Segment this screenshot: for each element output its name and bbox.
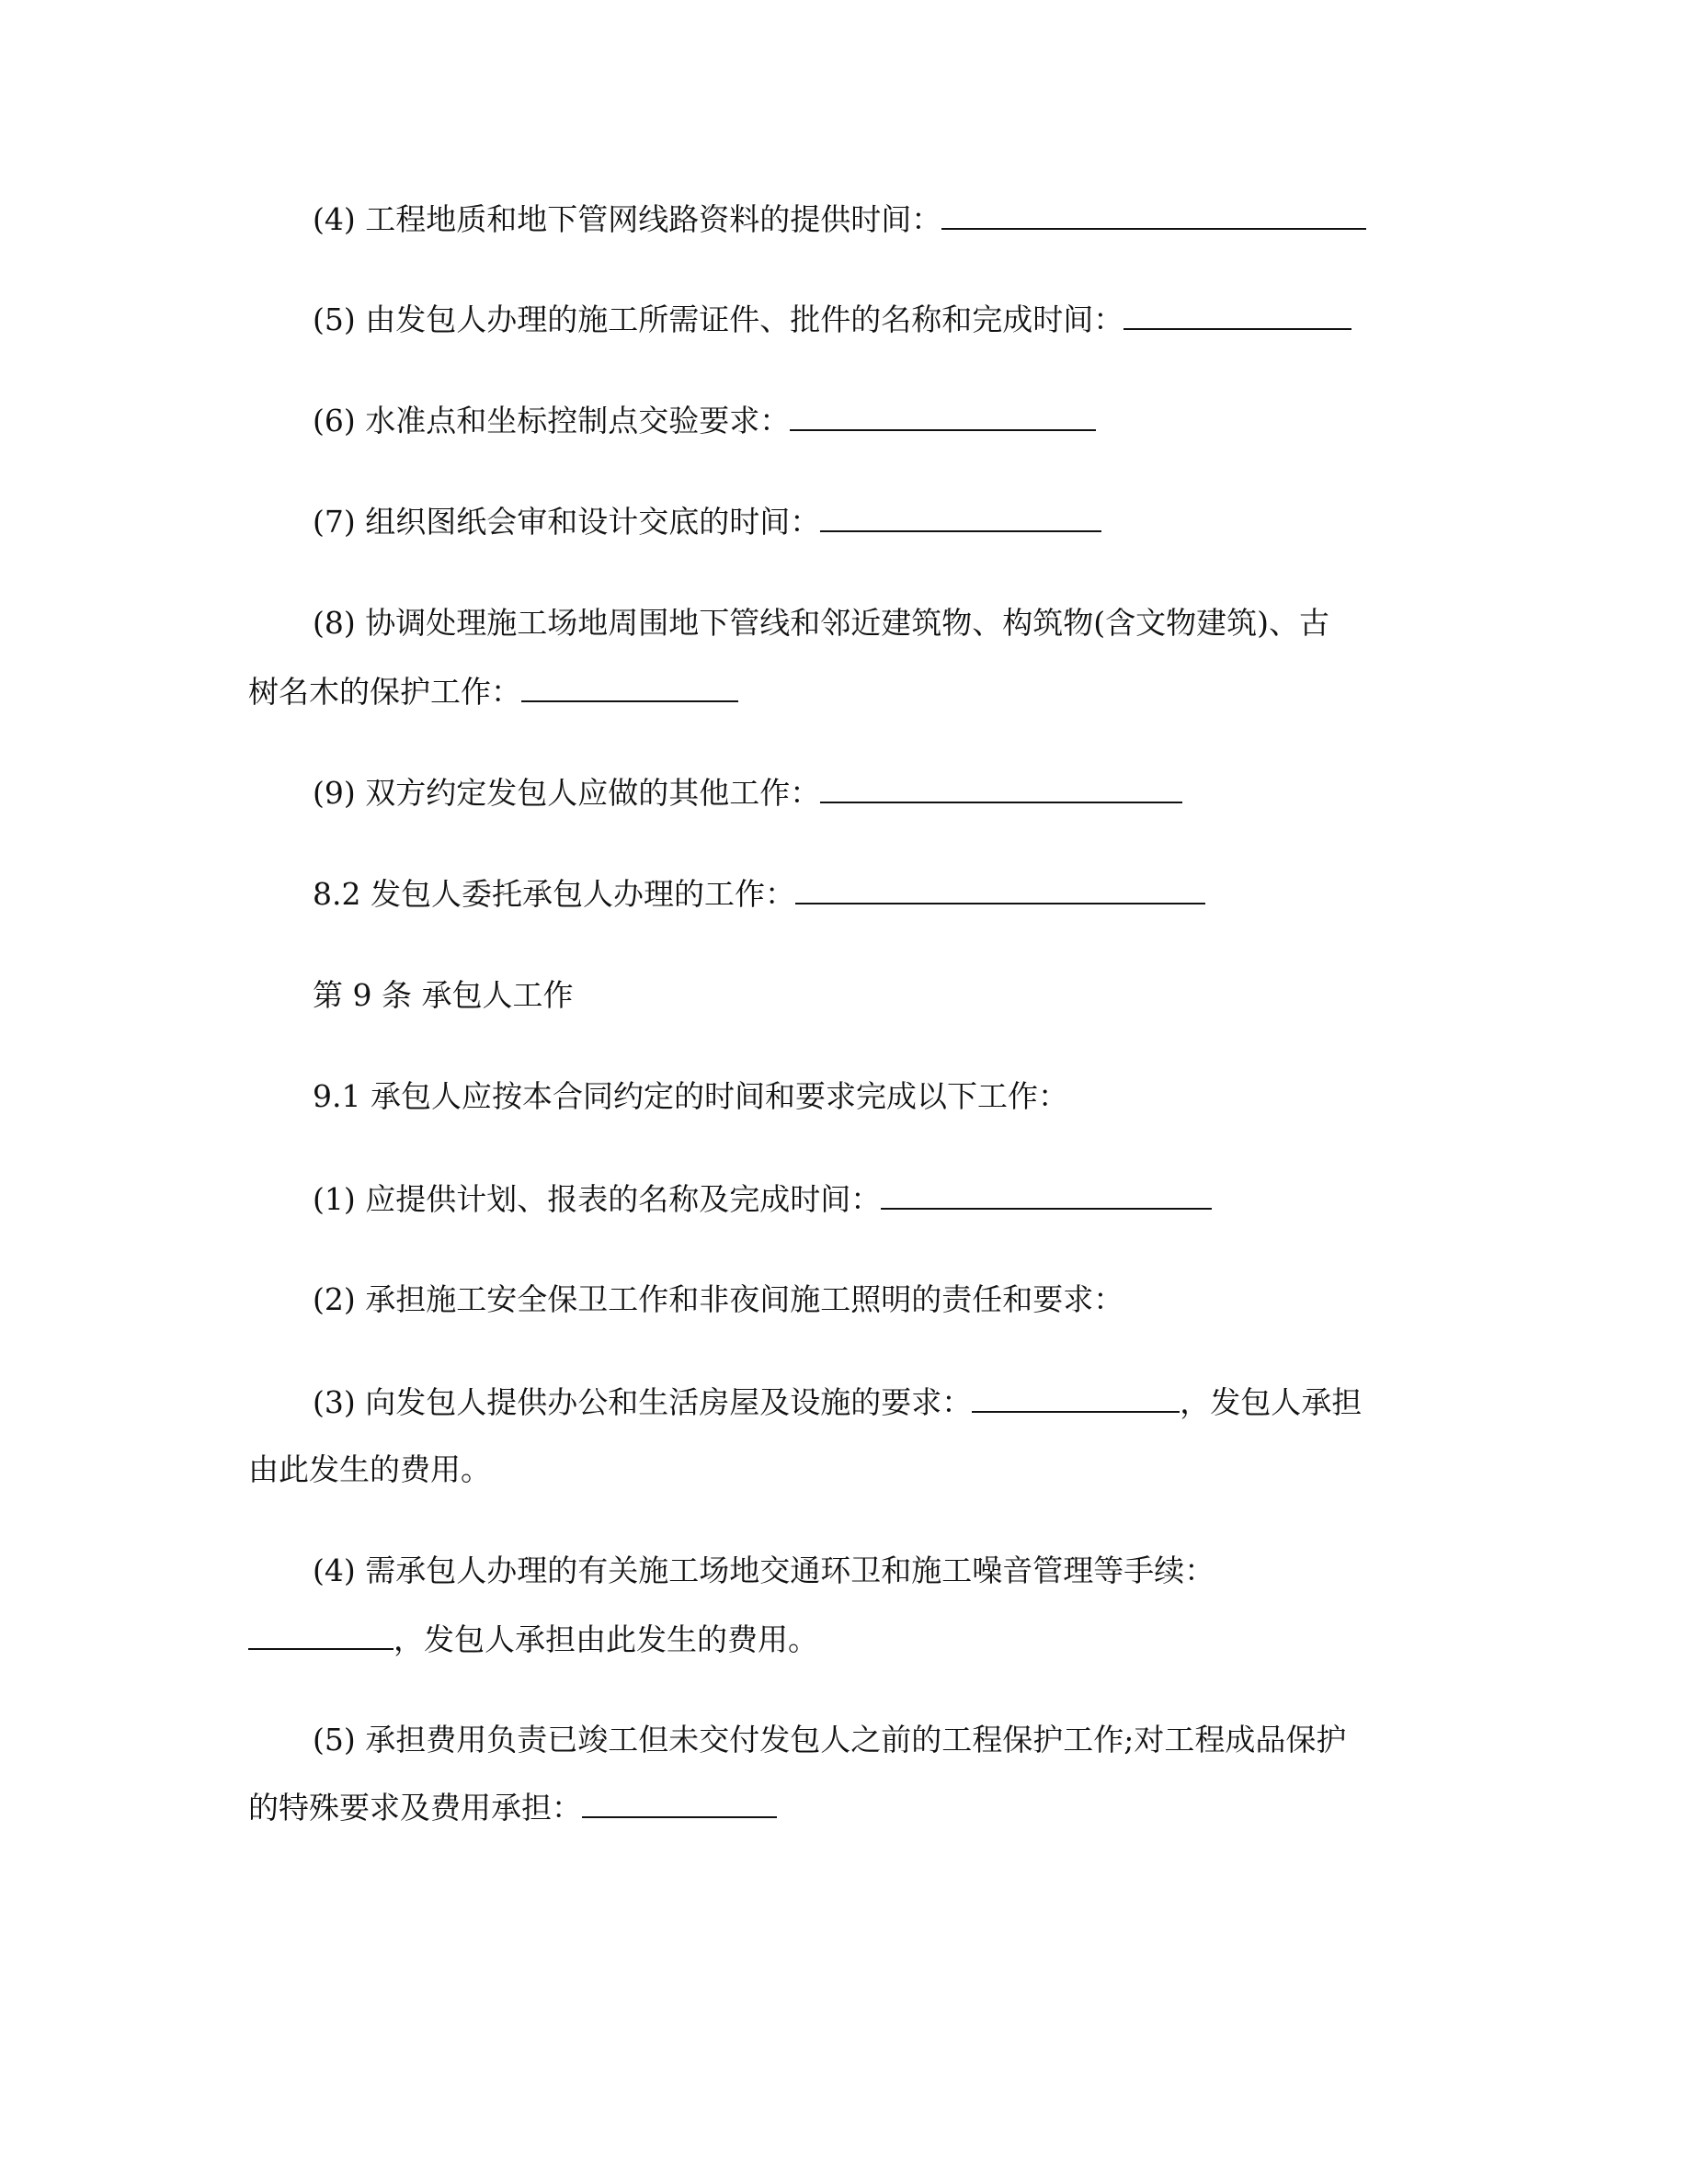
item-5-text: (5) 由发包人办理的施工所需证件、批件的名称和完成时间： — [313, 301, 1124, 337]
fill-in-blank[interactable] — [795, 875, 1205, 904]
work-item-3-text-after: ，发包人承担 — [1180, 1384, 1363, 1420]
section-9-1-text: 9.1 承包人应按本合同约定的时间和要求完成以下工作： — [313, 1078, 1068, 1114]
item-8-text-cont: 树名木的保护工作： — [248, 674, 521, 710]
fill-in-blank[interactable] — [1123, 301, 1352, 330]
work-item-3-text-cont: 由此发生的费用。 — [248, 1451, 491, 1487]
fill-in-blank[interactable] — [790, 402, 1096, 431]
item-7 — [313, 503, 1101, 540]
fill-in-blank[interactable] — [582, 1789, 777, 1818]
work-item-4-line-2 — [248, 1621, 818, 1658]
work-item-3-line-2 — [248, 1451, 491, 1488]
work-item-4-text: (4) 需承包人办理的有关施工场地交通环卫和施工噪音管理等手续： — [313, 1553, 1215, 1588]
item-4 — [313, 200, 1366, 238]
item-6 — [313, 402, 1096, 439]
item-8-line-2 — [248, 673, 738, 711]
item-8-text: (8) 协调处理施工场地周围地下管线和邻近建筑物、构筑物(含文物建筑)、古 — [313, 605, 1329, 641]
fill-in-blank[interactable] — [941, 200, 1366, 230]
fill-in-blank[interactable] — [881, 1180, 1212, 1210]
work-item-3-line-1 — [313, 1383, 1362, 1421]
fill-in-blank[interactable] — [248, 1621, 393, 1650]
work-item-5-text-cont: 的特殊要求及费用承担： — [248, 1790, 582, 1826]
section-9-1 — [313, 1078, 1068, 1115]
work-item-5-text: (5) 承担费用负责已竣工但未交付发包人之前的工程保护工作;对工程成品保护 — [313, 1722, 1347, 1757]
item-9 — [313, 774, 1182, 812]
work-item-1 — [313, 1180, 1212, 1218]
work-item-3-text: (3) 向发包人提供办公和生活房屋及设施的要求： — [313, 1384, 973, 1420]
article-9-title: 第 9 条 承包人工作 — [313, 977, 574, 1013]
work-item-2-text: (2) 承担施工安全保卫工作和非夜间施工照明的责任和要求： — [313, 1281, 1124, 1317]
work-item-4-line-1 — [313, 1553, 1215, 1589]
section-8-2 — [313, 875, 1205, 913]
work-item-2 — [313, 1281, 1123, 1318]
item-8-line-1 — [313, 605, 1329, 642]
fill-in-blank[interactable] — [972, 1383, 1180, 1413]
work-item-5-line-2 — [248, 1789, 777, 1826]
item-6-text: (6) 水准点和坐标控制点交验要求： — [313, 403, 791, 438]
fill-in-blank[interactable] — [521, 673, 738, 702]
item-5 — [313, 301, 1352, 338]
fill-in-blank[interactable] — [820, 503, 1101, 532]
article-9-heading — [313, 977, 573, 1014]
section-8-2-text: 8.2 发包人委托承包人办理的工作： — [313, 876, 795, 912]
item-7-text: (7) 组织图纸会审和设计交底的时间： — [313, 504, 821, 540]
fill-in-blank[interactable] — [820, 774, 1182, 803]
item-4-text: (4) 工程地质和地下管网线路资料的提供时间： — [313, 201, 942, 237]
work-item-5-line-1 — [313, 1722, 1346, 1758]
work-item-4-text-cont: ，发包人承担由此发生的费用。 — [393, 1621, 818, 1657]
work-item-1-text: (1) 应提供计划、报表的名称及完成时间： — [313, 1181, 882, 1217]
item-9-text: (9) 双方约定发包人应做的其他工作： — [313, 775, 821, 811]
